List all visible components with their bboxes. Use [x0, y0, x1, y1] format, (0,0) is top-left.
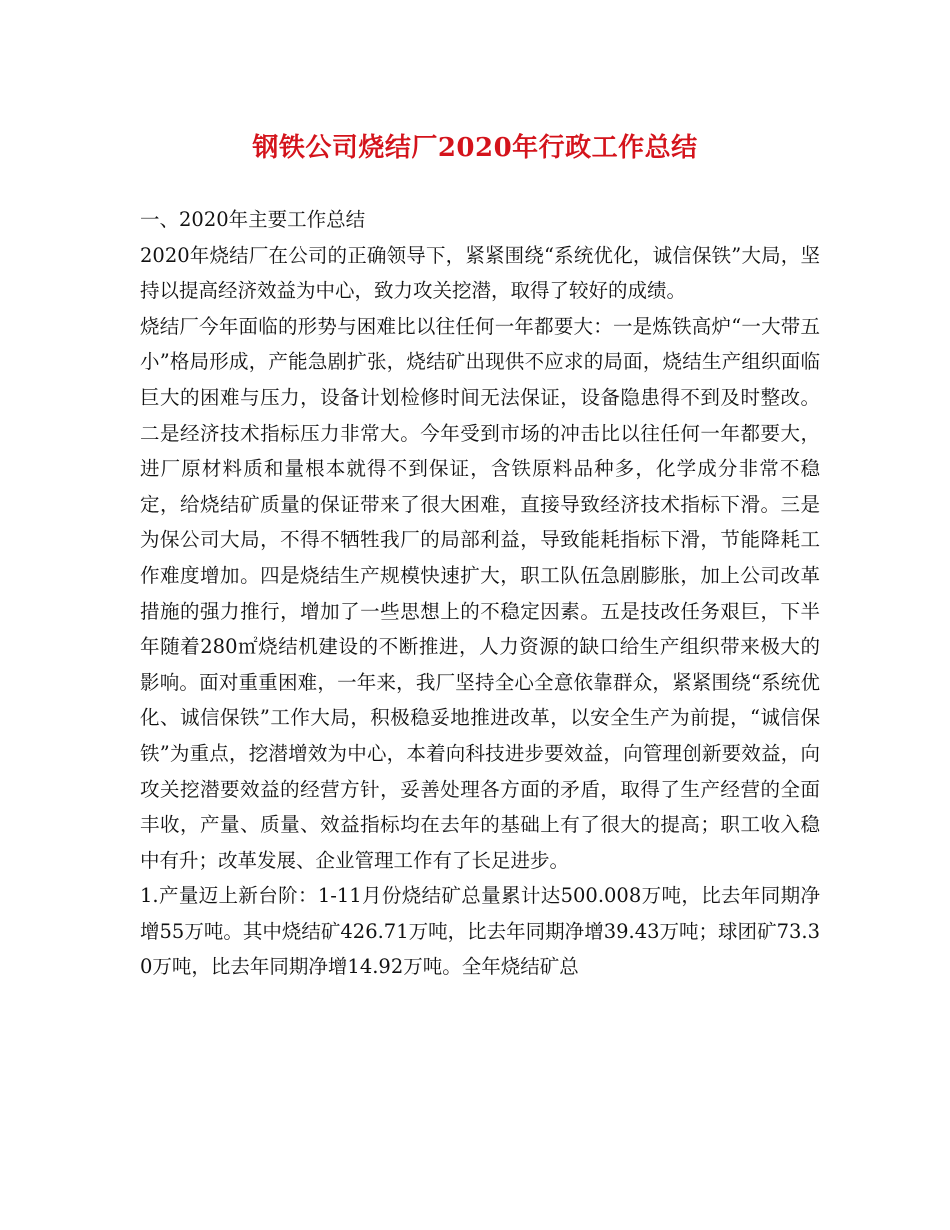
document-title: 钢铁公司烧结厂2020年行政工作总结	[252, 133, 698, 163]
intro-paragraph: 2020年烧结厂在公司的正确领导下，紧紧围绕“系统优化，诚信保铁”大局，坚持以提高经济效益为中心，致力攻关挖潜，取得了较好的成绩。	[140, 243, 820, 303]
situation-paragraph: 烧结厂今年面临的形势与困难比以往任何一年都要大：一是炼铁高炉“一大带五小”格局形成，产能急剧扩张，烧结矿出现供不应求的局面，烧结生产组织面临巨大的困难与压力，设备计划检修时间无法保证，设备隐患得不到及时整改。二是经济技术指标压力非常大。今年受到市场的冲击比以往任何一年都要大，进厂原材料质和量根本就得不到保证，含铁原料品种多，化学成分非常不稳定，给烧结矿质量的保证带来了很大困难，直接导致经济技术指标下滑。三是为保公司大局，不得不牺牲我厂的局部利益，导致能耗指标下滑，节能降耗工作难度增加。四是烧结生产规模快速扩大，职工队伍急剧膨胀，加上公司改革措施的强力推行，增加了一些思想上的不稳定因素。五是技改任务艰巨，下半年随着280㎡烧结机建设的不断推进，人力资源的缺口给生产组织带来极大的影响。面对重重困难，一年来，我厂坚持全心全意依靠群众，紧紧围绕“系统优化、诚信保铁”工作大局，积极稳妥地推进改革，以安全生产为前提，“诚信保铁”为重点，挖潜增效为中心，本着向科技进步要效益，向管理创新要效益，向攻关挖潜要效益的经营方针，妥善处理各方面的矛盾，取得了生产经营的全面丰收，产量、质量、效益指标均在去年的基础上有了很大的提高；职工收入稳中有升；改革发展、企业管理工作有了长足进步。	[140, 314, 820, 872]
output-paragraph: 1.产量迈上新台阶：1-11月份烧结矿总量累计达500.008万吨，比去年同期净增55万吨。其中烧结矿426.71万吨，比去年同期净增39.43万吨；球团矿73.30万吨，比去年同期净增14.92万吨。全年烧结矿总	[140, 884, 820, 979]
section-heading: 一、2020年主要工作总结	[140, 208, 366, 231]
document-body	[140, 202, 820, 985]
